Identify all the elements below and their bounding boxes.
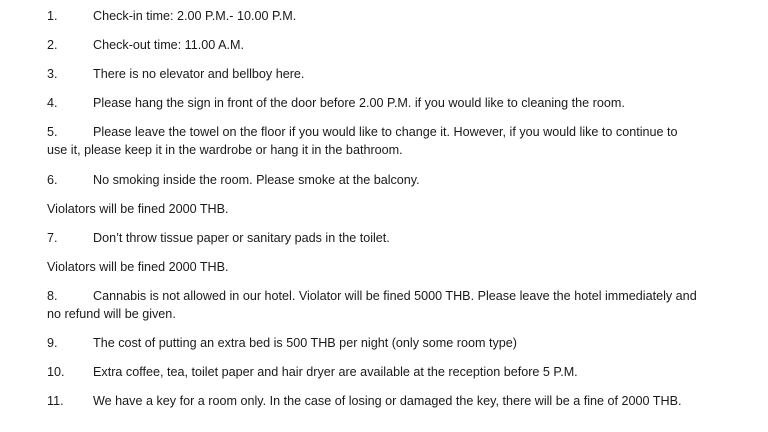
rule-text: Please hang the sign in front of the door before 2.00 P.M. if you would like to cleaning the room. [93,96,625,110]
rule-number: 8. [47,289,58,303]
rule-number: 4. [47,96,58,110]
rule-item-11 [47,393,737,409]
rule-number: 9. [47,336,58,350]
rule-text: Cannabis is not allowed in our hotel. Violator will be fined 5000 THB. Please leave the hotel immediately and [93,289,697,303]
rule-text: Check-out time: 11.00 A.M. [93,38,244,52]
rule-item-6 [47,172,737,188]
rule-number: 11. [47,394,64,408]
rule-item-4 [47,95,737,111]
violator-note-smoking: Violators will be fined 2000 THB. [47,202,229,216]
rule-item-5-continuation: use it, please keep it in the wardrobe or hang it in the bathroom. [47,143,403,157]
rule-item-7 [47,230,737,246]
rule-item-9 [47,335,737,351]
rule-text: No smoking inside the room. Please smoke at the balcony. [93,173,420,187]
rule-number: 2. [47,38,58,52]
rule-item-8-continuation: no refund will be given. [47,307,176,321]
rule-text: We have a key for a room only. In the case of losing or damaged the key, there will be a fine of 2000 THB. [93,394,682,408]
rule-text: Don’t throw tissue paper or sanitary pads in the toilet. [93,231,390,245]
rule-item-5 [47,124,737,140]
violator-note-toilet: Violators will be fined 2000 THB. [47,260,229,274]
rule-item-8 [47,288,737,304]
rule-text: The cost of putting an extra bed is 500 THB per night (only some room type) [93,336,517,350]
rule-text: Extra coffee, tea, toilet paper and hair dryer are available at the reception before 5 P.M. [93,365,578,379]
rule-item-10 [47,364,737,380]
rule-number: 3. [47,67,58,81]
rule-number: 5. [47,125,58,139]
rule-text: Please leave the towel on the floor if you would like to change it. However, if you would like to continue to [93,125,678,139]
rule-item-3 [47,66,737,82]
rule-number: 1. [47,9,58,23]
rule-item-2 [47,37,737,53]
rule-number: 6. [47,173,58,187]
rule-number: 10. [47,365,65,379]
rule-text: There is no elevator and bellboy here. [93,67,305,81]
rule-item-1 [47,8,737,24]
rule-text: Check-in time: 2.00 P.M.- 10.00 P.M. [93,9,297,23]
rule-number: 7. [47,231,58,245]
